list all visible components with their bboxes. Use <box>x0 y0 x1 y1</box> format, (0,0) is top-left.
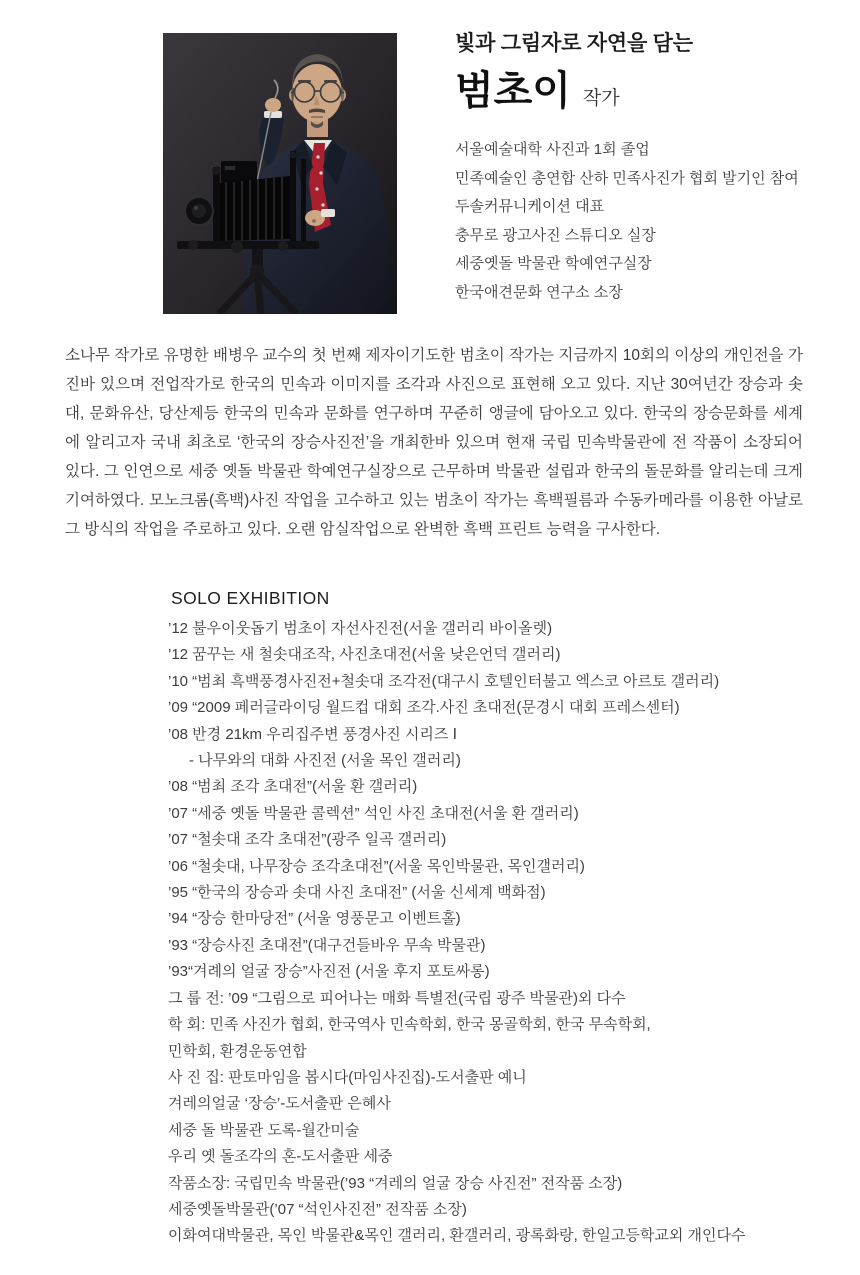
credential-item: 서울예술대학 사진과 1회 졸업 <box>455 141 650 158</box>
exhibition-item: ’12 꿈꾸는 새 철솟대조작, 사진초대전(서울 낮은언덕 갤러리) <box>168 646 561 664</box>
artist-photo <box>163 33 397 314</box>
exhibition-item: ’93“겨례의 얼굴 장승”사진전 (서울 후지 포토싸롱) <box>168 963 490 981</box>
exhibition-item: 겨레의얼굴 ‘장승’-도서출판 은혜사 <box>168 1095 391 1113</box>
exhibition-item: ’08 반경 21km 우리집주변 풍경사진 시리즈 Ⅰ <box>168 725 457 743</box>
solo-exhibition-heading: SOLO EXHIBITION <box>171 588 330 608</box>
exhibition-item: ’95 “한국의 장승과 솟대 사진 초대전” (서울 신세계 백화점) <box>168 884 546 902</box>
artist-photo-illustration <box>163 33 397 314</box>
exhibition-item: 세중 돌 박물관 도록-월간미술 <box>168 1121 360 1139</box>
exhibition-item: 우리 옛 돌조각의 혼-도서출판 세중 <box>168 1148 393 1166</box>
exhibition-item: ’06 “철솟대, 나무장승 조각초대전”(서울 목인박물관, 목인갤러리) <box>168 857 585 875</box>
exhibition-item: 세중옛돌박물관(’07 “석인사진전” 전작품 소장) <box>168 1200 467 1218</box>
artist-tagline: 빛과 그림자로 자연을 담는 <box>455 32 693 55</box>
exhibition-item: 이화여대박물관, 목인 박물관&목인 갤러리, 환갤러리, 광록화랑, 한일고등학교외 개인다수 <box>168 1227 746 1245</box>
exhibition-item: ’09 “2009 페러글라이딩 월드컵 대회 조각.사진 초대전(문경시 대회 프레스센터) <box>168 699 680 717</box>
artist-header <box>455 30 845 307</box>
exhibition-item: ’94 “장승 한마당전” (서울 영풍문고 이벤트홀) <box>168 910 461 928</box>
exhibition-item: 학 회: 민족 사진가 협회, 한국역사 민속학회, 한국 몽골학회, 한국 무속학회, <box>168 1016 651 1034</box>
artist-name-row <box>455 68 845 114</box>
exhibition-item: ’93 “장승사진 초대전”(대구건들바우 무속 박물관) <box>168 936 486 954</box>
exhibition-item: ’07 “철솟대 조각 초대전”(광주 일곡 갤러리) <box>168 831 447 849</box>
credential-item: 민족예술인 총연합 산하 민족사진가 협회 발기인 참여 <box>455 169 799 187</box>
artist-name: 범초이 <box>455 69 571 113</box>
credential-item: 두솔커뮤니케이션 대표 <box>455 198 605 215</box>
exhibition-item: 작품소장: 국립민속 박물관(’93 “겨레의 얼굴 장승 사진전” 전작품 소장) <box>168 1174 623 1192</box>
exhibition-item: 그 룹 전: ’09 “그림으로 피어나는 매화 특별전(국립 광주 박물관)외 다수 <box>168 989 626 1007</box>
artist-title-suffix: 작가 <box>582 88 620 109</box>
exhibition-item: 민학회, 환경운동연합 <box>168 1042 307 1060</box>
credential-item: 세중옛돌 박물관 학예연구실장 <box>455 255 652 272</box>
exhibition-item: 사 진 집: 판토마임을 봅시다(마임사진집)-도서출판 예니 <box>168 1068 527 1086</box>
exhibition-item: ’08 “범최 조각 초대전”(서울 환 갤러리) <box>168 778 418 796</box>
exhibition-item: ’07 “세중 옛돌 박물관 콜렉션” 석인 사진 초대전(서울 환 갤러리) <box>168 804 579 822</box>
biography-paragraph: 소나무 작가로 유명한 배병우 교수의 첫 번째 제자이기도한 범초이 작가는 지금까지 10회의 이상의 개인전을 가진바 있으며 전업작가로 한국의 민속과 이미지를 조각과 사진으로 표현해 오고 있다. 지난 30여년간 장승과 솟대, 문화유산, 당산제등 한국의 민속과 문화를 연구하며 꾸준히 앵글에 담아오고 있다. 한국의 장승문화를 세계에 알리고자 국내 최초로 ‘한국의 장승사진전’을 개최한바 있으며 현재 국립 민속박물관에 전 작품이 소장되어 있다. 그 인연으로 세중 옛돌 박물관 학예연구실장으로 근무하며 박물관 설립과 한국의 돌문화를 알리는데 크게 기여하였다. 모노크롬(흑백)사진 작업을 고수하고 있는 범초이 작가는 흑백필름과 수동카메라를 이용한 아날로그 방식의 작업을 주로하고 있다. 오랜 암실작업으로 완벽한 흑백 프린트 능력을 구사한다. <box>65 347 803 538</box>
exhibition-item: ’12 불우이웃돕기 범초이 자선사진전(서울 갤러리 바이올렛) <box>168 620 553 637</box>
exhibition-item: ’10 “범최 흑백풍경사진전+철솟대 조각전(대구시 호텔인터불고 엑스코 아르토 갤러리) <box>168 672 720 690</box>
credential-item: 충무로 광고사진 스튜디오 실장 <box>455 226 656 244</box>
exhibition-item: - 나무와의 대화 사진전 (서울 목인 갤러리) <box>189 752 461 770</box>
credential-item: 한국애견문화 연구소 소장 <box>455 283 623 301</box>
exhibition-list <box>168 616 840 1250</box>
credentials-list <box>455 136 845 307</box>
